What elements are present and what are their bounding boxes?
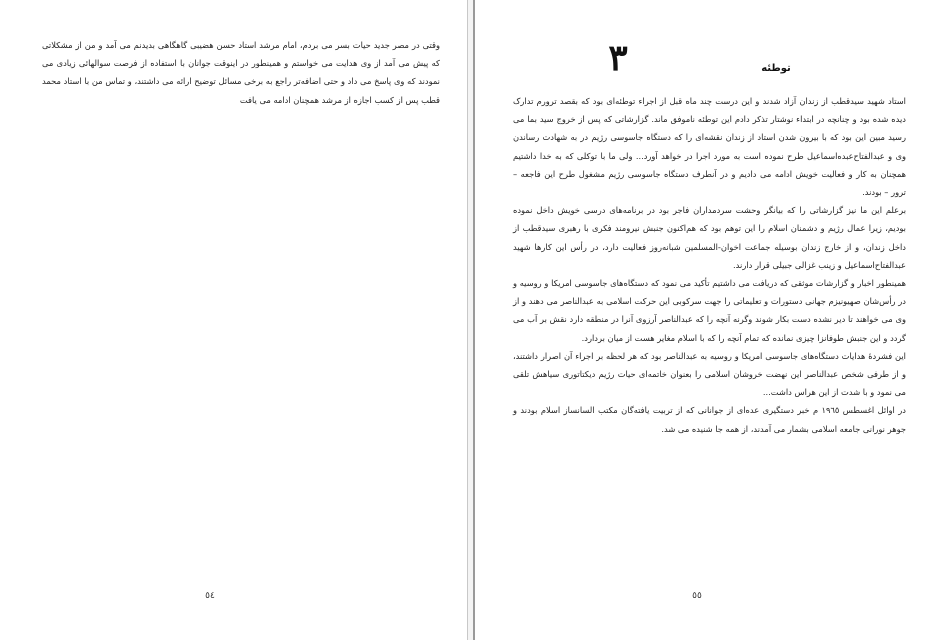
left-page-number: ٥٤: [205, 591, 215, 601]
chapter-number: ٣: [608, 37, 628, 79]
left-page-body: [42, 36, 440, 109]
paragraph: وقتی در مصر جدید حیات بسر می بردم، امام مرشد استاد حسن هضیبی گاهگاهی بدیدنم می آمد و من از مشکلاتی که پیش می آمد از وی هدایت می خواستم و همینطور در اینوقت جوانان با استفاده از فرصت سوالهائی زیادی می نمودند که وی پاسخ می داد و حتی اضافه‌تر راجع به برخی مسائل توضیح ارائه می داشتند، و تماس من با استاد محمد قطب پس از کسب اجازه از مرشد همچنان ادامه می یافت: [42, 40, 440, 105]
right-page-number: ٥٥: [692, 591, 702, 601]
paragraph: در اوائل اغسطس ١٩٦٥ م خبر دستگیری عده‌ای از جوانانی که از تربیت یافته‌گان مکتب السانساز اسلام بودند و جوهر نورانی جامعه اسلامی بشمار می آمدند، از همه جا شنیده می شد.: [513, 405, 906, 434]
left-page: [0, 0, 467, 640]
paragraph: همینطور اخبار و گزارشات موثقی که دریافت می داشتیم تأکید می نمود که دستگاه‌های جاسوسی امریکا و روسیه و در رأس‌شان صهیونیزم جهانی دستورات و تعلیماتی را جهت سرکوبی این حرکت اسلامی به عبدالناصر می دهند و از وی می خواهند تا دیر نشده دست بکار شوند وگرنه آنچه را که عبدالناصر آرزوی آنرا در منطقه دارد نقش بر آب می گردد و این جنبش طوفانزا چیزی نمانده که تمام آنچه را که با اسلام مغایر هست از میان بردارد.: [513, 278, 906, 343]
paragraph: استاد شهید سیدقطب از زندان آزاد شدند و این درست چند ماه قبل از اجراء توطئه‌ای بود که بقصد ترورم تدارک دیده شده بود و چنانچه در ابتداء نوشتار تذکر دادم این توطئه ناموفق ماند. گزارشاتی که پس از خروج سید بما می رسید مبین این بود که با بیرون شدن استاد از زندان نقشه‌ای را که دستگاه جاسوسی رژیم در به شهادت رساندن وی و عبدالفتاح‌عبده‌اسماعیل طرح نموده است به مورد اجرا در خواهد آورد... ولی ما با توکلی که به خدا داشتیم همچنان به کار و فعالیت خویش ادامه می دادیم و در آنطرف دستگاه جاسوسی رژیم مشغول طرح این فاجعه – ترور – بودند.: [513, 96, 906, 198]
right-page: [475, 0, 936, 640]
book-gutter: [467, 0, 475, 640]
paragraph: این فشردهٔ هدایات دستگاه‌های جاسوسی امریکا و روسیه به عبدالناصر بود که هر لحظه بر اجراء آن اصرار داشتند، و از طرفی شخص عبدالناصر این نهضت خروشان اسلامی را بعنوان خاتمه‌ای حیات رژیم دیکتاتوری سیاهش تلقی می نمود و با شدت از این هراس داشت...: [513, 350, 906, 398]
paragraph: برعلم این ما نیز گزارشاتی را که بیانگر وحشت سردمداران فاجر بود در برنامه‌های درسی خویش داخل نموده بودیم، زیرا عمال رژیم و دشمنان اسلام را این توهم بود که هم‌اکنون جنبش نیرومند فکری با رهبری سیدقطب از داخل زندان، و از خارج زندان بوسیله جماعت اخوان-المسلمین شبانه‌روز فعالیت دارد، در رأس این کارها شهید عبدالفتاح‌اسماعیل و زینب غزالی جبیلی قرار دارند.: [513, 205, 906, 270]
right-page-body: [513, 92, 906, 438]
chapter-title: توطئه: [761, 63, 791, 74]
